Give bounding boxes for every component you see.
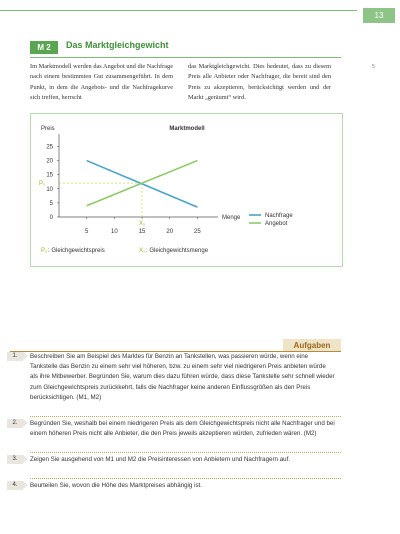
task-text: Beschreiben Sie am Beispiel des Marktes für Benzin an Tankstellen, was passieren würde, wenn eine Tankstelle das Benzin zu einem sehr viel höheren, bzw. zu einem sehr viel niedrigeren Preis anbieten würde als ihre Mitbewerber. Begründen Sie, warum dies dazu führen würde, dass diese Tankstelle sehr schnell wieder zum Gleichgewichtspreis zurückkehrt, falls die Nachfrager keine anderen Einflussgrößen als den Preis berücksichtigen. (M1, M2) — [30, 353, 335, 401]
market-model-chart — [31, 114, 342, 266]
task-2 — [12, 419, 335, 439]
equilibrium-quantity-label: X₁ — [139, 221, 146, 227]
x-tick-label: 10 — [111, 229, 118, 235]
task-number: 1. — [7, 352, 23, 361]
aufgaben-heading: Aufgaben — [283, 339, 341, 352]
x-tick-label: 5 — [85, 229, 89, 235]
chart-box — [30, 113, 343, 267]
task-1 — [12, 352, 335, 403]
task-4 — [12, 481, 335, 491]
y-tick-label: 25 — [46, 144, 53, 151]
header-rule — [0, 10, 357, 11]
line-number-marker: 5 — [372, 64, 375, 70]
task-number: 4. — [7, 481, 23, 490]
body-text-column-1: Im Marktmodell werden das Angebot und die Nachfrage nach einem bestimmten Gut zusammengeführt. In dem Punkt, in dem die Angebots- und die Nachfragekurve sich treffen, herrscht — [30, 63, 173, 101]
x-tick-label: 25 — [194, 229, 201, 235]
y-tick-label: 5 — [49, 200, 53, 207]
footnote-key: P₁ — [41, 248, 48, 254]
y-tick-label: 0 — [49, 215, 53, 221]
y-axis-label: Preis — [41, 126, 55, 132]
y-tick-label: 20 — [46, 158, 53, 165]
equilibrium-price-label: P₁ — [39, 181, 46, 188]
footnote-key: X₁ — [139, 248, 146, 254]
task-divider — [30, 478, 341, 479]
task-number: 2. — [7, 419, 23, 428]
task-text: Begründen Sie, weshalb bei einem niedrigeren Preis als dem Gleichgewichtspreis nicht alle Nachfrager und bei einem höheren Preis nicht alle Anbieter, die den Preis jeweils akzeptieren würden, zufrieden wären. (M2) — [30, 420, 335, 438]
task-divider — [30, 452, 341, 453]
task-text: Zeigen Sie ausgehend von M1 und M2 die Preisinteressen von Anbietern und Nachfragern auf. — [30, 456, 291, 463]
y-tick-label: 10 — [46, 186, 53, 193]
task-text: Beurteilen Sie, wovon die Höhe des Marktpreises abhängig ist. — [30, 482, 202, 489]
section-title: Das Marktgleichgewicht — [66, 40, 169, 50]
task-3 — [12, 455, 335, 465]
section-rule — [30, 57, 341, 58]
chart-title: Marktmodell — [169, 126, 205, 132]
body-text-column-2: das Marktgleichgewicht. Dies bedeutet, dass zu diesem Preis alle Anbieter oder Nachfrager, die bereit sind den Preis zu akzeptieren, berücksichtigt werden und der Markt „geräumt“ wird. — [188, 63, 331, 101]
legend-label-nachfrage: Nachfrage — [265, 213, 293, 219]
y-tick-label: 15 — [46, 172, 53, 179]
section-badge: M 2 — [30, 41, 58, 54]
legend-label-angebot: Angebot — [265, 221, 288, 227]
task-divider — [30, 416, 341, 417]
page-number: 13 — [363, 8, 395, 23]
task-number: 3. — [7, 455, 23, 464]
footnote-text: : Gleichgewichtspreis — [48, 248, 105, 254]
x-axis-label: Menge — [222, 215, 241, 221]
footnote-text: : Gleichgewichtsmenge — [146, 248, 209, 254]
x-tick-label: 15 — [138, 229, 146, 235]
x-tick-label: 20 — [166, 229, 174, 235]
